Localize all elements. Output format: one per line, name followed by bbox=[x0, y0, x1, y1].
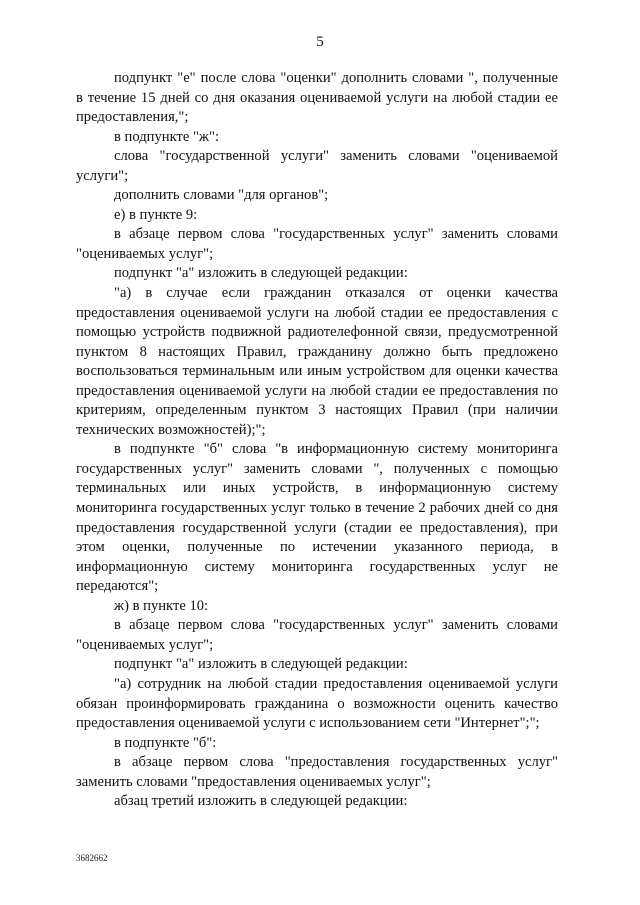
paragraph: абзац третий изложить в следующей редакции: bbox=[114, 793, 408, 810]
paragraph: в абзаце первом слова "государственных услуг" заменить словами "оцениваемых услуг"; bbox=[76, 226, 558, 262]
paragraph: слова "государственной услуги" заменить словами "оцениваемой услуги"; bbox=[76, 148, 558, 184]
paragraph: "а) в случае если гражданин отказался от оценки качества предоставления оцениваемой услуги на любой стадии ее предоставления с помощью устройств подвижной радиотелефонной связи, предусмотренной пунктом 8 настоящих Правил, гражданину должно быть предложено воспользоваться терминальным или иным устройством для оценки качества предоставления оцениваемой услуги на любой стадии ее предоставления по критериям, определенным пунктом 3 настоящих Правил (при наличии технических возможностей);"; bbox=[76, 285, 558, 438]
paragraph: дополнить словами "для органов"; bbox=[114, 187, 329, 204]
paragraph: подпункт "а" изложить в следующей редакции: bbox=[114, 656, 408, 673]
document-code: 3682662 bbox=[76, 853, 108, 863]
page-number: 5 bbox=[316, 34, 324, 50]
paragraph: в подпункте "б": bbox=[114, 734, 217, 751]
paragraph: в подпункте "ж": bbox=[114, 128, 220, 145]
paragraph: в подпункте "б" слова "в информационную систему мониторинга государственных услуг" заменить словами ", полученных с помощью терминальных или иных устройств, в информационную систему мониторинга государственных услуг только в течение 2 рабочих дней со дня предоставления государственной услуги (стадии ее предоставления), при этом оценки, полученные по истечении указанного периода, в информационную систему мониторинга государственных услуг не передаются"; bbox=[76, 441, 558, 595]
paragraph: подпункт "е" после слова "оценки" дополнить словами ", полученные в течение 15 дней со дня оказания оцениваемой услуги на любой стадии ее предоставления,"; bbox=[76, 70, 558, 126]
paragraph: в абзаце первом слова "государственных услуг" заменить словами "оцениваемых услуг"; bbox=[76, 617, 558, 653]
paragraph: е) в пункте 9: bbox=[114, 206, 198, 223]
paragraph: ж) в пункте 10: bbox=[114, 597, 209, 614]
paragraph: в абзаце первом слова "предоставления государственных услуг" заменить словами "предоставления оцениваемых услуг"; bbox=[76, 754, 558, 790]
paragraph: подпункт "а" изложить в следующей редакции: bbox=[114, 265, 408, 282]
paragraph: "а) сотрудник на любой стадии предоставления оцениваемой услуги обязан проинформировать гражданина о возможности оценить качество предоставления оцениваемой услуги с использованием сети "Интернет";"; bbox=[76, 675, 558, 732]
document-body bbox=[76, 69, 558, 812]
